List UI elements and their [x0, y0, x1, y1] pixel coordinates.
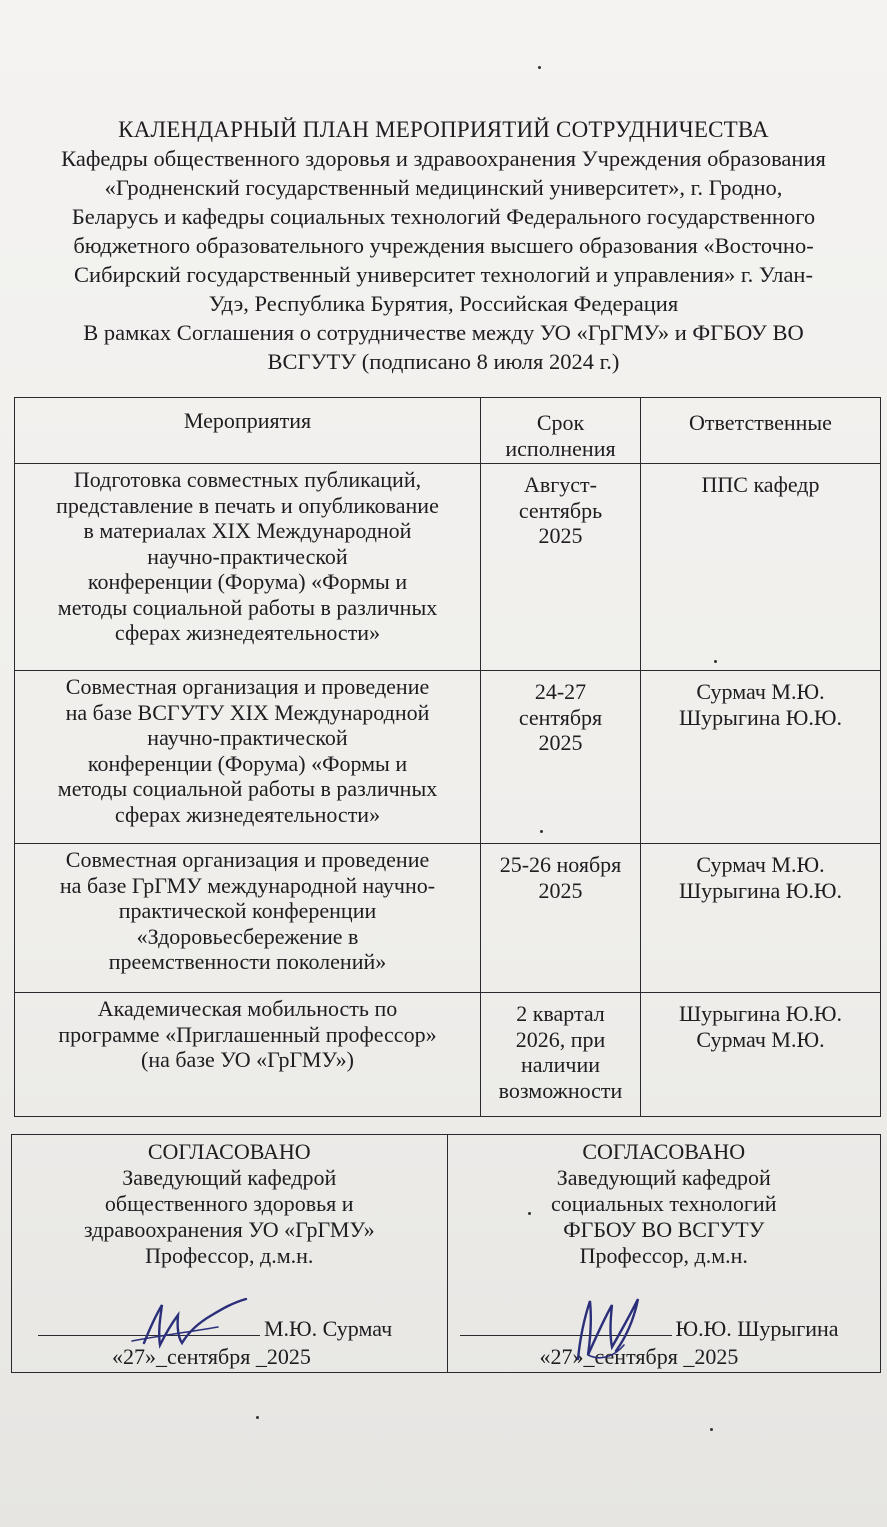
- approval-block: [11, 1134, 881, 1373]
- responsible-cell: ППС кафедр: [641, 464, 881, 671]
- approval-heading: СОГЛАСОВАНО: [582, 1139, 746, 1164]
- approval-position-line: общественного здоровья и: [104, 1191, 354, 1216]
- paper-speck: [256, 1416, 259, 1419]
- approval-position-line: ФГБОУ ВО ВСГУТУ: [563, 1217, 765, 1242]
- handwritten-signature-icon: [540, 1275, 650, 1365]
- header-line: Беларусь и кафедры социальных технологий Федерального государственного: [71, 204, 816, 229]
- event-cell: Академическая мобильность по программе «Приглашенный профессор» (на базе УО «ГрГМУ»): [15, 993, 481, 1117]
- paper-speck: [540, 830, 543, 833]
- document-title: КАЛЕНДАРНЫЙ ПЛАН МЕРОПРИЯТИЙ СОТРУДНИЧЕСТВА: [118, 117, 769, 142]
- handwritten-signature-icon: [122, 1293, 262, 1353]
- approval-heading: СОГЛАСОВАНО: [147, 1139, 311, 1164]
- header-line: бюджетного образовательного учреждения высшего образования «Восточно-: [73, 233, 814, 258]
- column-header-events: Мероприятия: [15, 398, 481, 464]
- signatory-name: М.Ю. Сурмач: [264, 1316, 393, 1341]
- responsible-cell: Сурмач М.Ю. Шурыгина Ю.Ю.: [641, 844, 881, 993]
- deadline-cell: 2 квартал 2026, при наличии возможности: [481, 993, 641, 1117]
- event-cell: Подготовка совместных публикаций, представление в печать и опубликование в материалах XIX Международной научно-практической конференции (Форума) «Формы и методы социальной работы в различных сферах жизнедеятельности»: [15, 464, 481, 671]
- responsible-cell: Сурмач М.Ю. Шурыгина Ю.Ю.: [641, 671, 881, 844]
- table-row: [15, 993, 881, 1117]
- column-header-deadline: Срок исполнения: [481, 398, 641, 464]
- approval-degree: Профессор, д.м.н.: [145, 1243, 314, 1268]
- agreement-line: В рамках Соглашения о сотрудничестве между УО «ГрГМУ» и ФГБОУ ВО: [83, 320, 804, 345]
- deadline-cell: 25-26 ноября 2025: [481, 844, 641, 993]
- approval-left: [12, 1135, 448, 1372]
- approval-position-line: здравоохранения УО «ГрГМУ»: [83, 1217, 375, 1242]
- event-cell: Совместная организация и проведение на базе ГрГМУ международной научно- практической конференции «Здоровьесбережение в преемственности поколений»: [15, 844, 481, 993]
- paper-speck: [528, 1212, 531, 1215]
- approval-degree: Профессор, д.м.н.: [579, 1243, 748, 1268]
- events-plan-table: [14, 397, 881, 1117]
- approval-position-line: Заведующий кафедрой: [122, 1165, 337, 1190]
- document-header: [10, 115, 877, 376]
- approval-position-line: социальных технологий: [551, 1191, 777, 1216]
- header-line: Кафедры общественного здоровья и здравоохранения Учреждения образования: [61, 146, 826, 171]
- event-cell: Совместная организация и проведение на базе ВСГУТУ XIX Международной научно-практической конференции (Форума) «Формы и методы социальной работы в различных сферах жизнедеятельности»: [15, 671, 481, 844]
- responsible-cell: Шурыгина Ю.Ю. Сурмач М.Ю.: [641, 993, 881, 1117]
- paper-speck: [538, 66, 541, 69]
- header-line: «Гродненский государственный медицинский университет», г. Гродно,: [104, 175, 783, 200]
- approval-date: «27»_сентября _2025: [112, 1344, 311, 1369]
- header-line: Сибирский государственный университет технологий и управления» г. Улан-: [74, 262, 813, 287]
- table-row: [15, 844, 881, 993]
- approval-date: «27»_сентября _2025: [539, 1344, 739, 1369]
- column-header-responsible: Ответственные: [641, 398, 881, 464]
- paper-speck: [714, 660, 717, 663]
- deadline-cell: 24-27 сентября 2025: [481, 671, 641, 844]
- header-line: Удэ, Республика Бурятия, Российская Федерация: [208, 291, 679, 316]
- deadline-cell: Август- сентябрь 2025: [481, 464, 641, 671]
- paper-speck: [710, 1428, 713, 1431]
- signatory-name: Ю.Ю. Шурыгина: [675, 1316, 839, 1341]
- approval-position-line: Заведующий кафедрой: [556, 1165, 771, 1190]
- table-row: [15, 671, 881, 844]
- table-row: [15, 464, 881, 671]
- table-header-row: [15, 398, 881, 464]
- agreement-line: ВСГУТУ (подписано 8 июля 2024 г.): [267, 349, 620, 374]
- approval-right: [448, 1135, 881, 1372]
